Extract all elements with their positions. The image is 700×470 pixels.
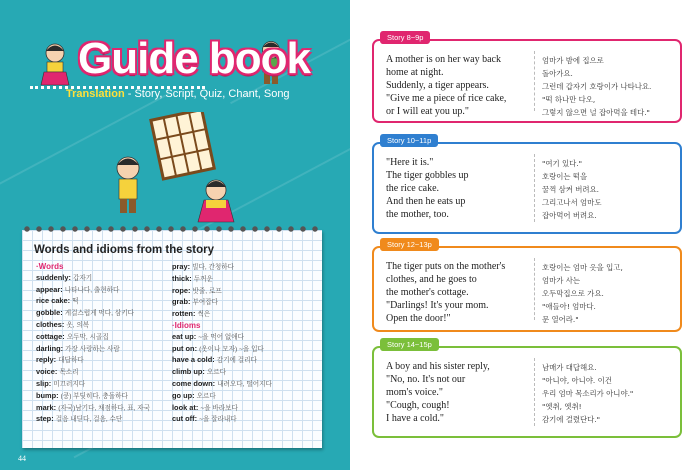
idiom-item: eat up: ~을 먹어 없애다 (172, 331, 245, 341)
word-item: rotten: 썩은 (172, 309, 211, 319)
word-item: slip: 미끄러지다 (36, 378, 86, 388)
story-korean-text: 남매가 대답해요. "아니야, 아니야. 이건 우리 엄마 목소리가 아니야." "엣취, 엣취! 감기에 걸렸단다." (542, 363, 634, 424)
story-english-text: The tiger puts on the mother's clothes, and he goes to the mother's cottage. "Darlings! It's your mom. Open the door!" (386, 261, 506, 324)
subtitle (66, 88, 290, 100)
word-item: grab: 부여잡다 (172, 297, 219, 307)
word-item: clothes: 옷, 의복 (36, 319, 90, 329)
story-tag: Story 12~13p (380, 238, 439, 251)
word-item: darling: 가장 사랑하는 사람 (36, 343, 120, 353)
story-box-3 (372, 240, 682, 332)
story-korean-text: "여기 있다." 호랑이는 떡을 꿀꺽 삼켜 버려요. 그리고나서 엄마도 잡아먹어 버려요. (542, 159, 602, 220)
story-box-4 (372, 340, 682, 438)
story-box-1 (372, 33, 682, 123)
word-item: rice cake: 떡 (36, 296, 79, 306)
word-item: pray: 빌다, 간청하다 (172, 262, 235, 271)
notebook-spiral (22, 222, 322, 236)
idiom-item: look at: ~을 바라보다 (172, 402, 238, 412)
word-item: appear: 나타나다, 출현하다 (36, 284, 120, 294)
idiom-item: put on: (옷이나 모자) ~을 입다 (172, 343, 264, 353)
words-column-right (172, 262, 272, 426)
page-title: Guide book (78, 34, 310, 83)
word-item: gobble: 게걸스럽게 먹다, 삼키다 (36, 308, 134, 318)
word-item: mark: (자국)남기다, 채점하다, 표, 자국 (36, 402, 151, 412)
story-english-text: A boy and his sister reply, "No, no. It's not our mom's voice." "Cough, cough! I have a cold." (386, 361, 490, 424)
word-item: thick: 두꺼운 (172, 273, 213, 283)
idiom-item: go up: 오르다 (172, 390, 216, 400)
subtitle-rest: - Story, Script, Quiz, Chant, Song (124, 88, 290, 100)
story-korean-text: 엄마가 밤에 집으로 돌아가요. 그런데 갑자기 호랑이가 나타나요. "떡 하나만 다오, 그렇지 않으면 널 잡아먹을 테다." (542, 56, 652, 117)
subtitle-highlight: Translation (66, 88, 125, 100)
story-tag: Story 8~9p (380, 31, 430, 44)
word-item: voice: 목소리 (36, 367, 79, 377)
idiom-item: have a cold: 감기에 걸리다 (172, 355, 257, 365)
idioms-heading: ·Idioms (172, 320, 201, 330)
word-item: reply: 대답하다 (36, 355, 84, 365)
idiom-item: climb up: 오르다 (172, 367, 227, 377)
words-heading: ·Words (36, 262, 64, 271)
page-number: 44 (18, 454, 26, 463)
word-item: cottage: 오두막, 시골집 (36, 331, 109, 341)
words-column-left (36, 262, 150, 426)
story-tag: Story 14~15p (380, 338, 439, 351)
story-english-text: "Here it is." The tiger gobbles up the rice cake. And then he eats up the mother, too. (386, 157, 469, 220)
word-item: suddenly: 갑자기 (36, 272, 93, 282)
idiom-item: cut off: ~을 잘라내다 (172, 414, 237, 424)
word-item: bump: (쿵) 부딪히다, 충돌하다 (36, 390, 128, 400)
notebook-title: Words and idioms from the story (34, 244, 214, 256)
story-tag: Story 10~11p (380, 134, 438, 147)
girl-illustration (38, 42, 72, 86)
word-item: rope: 밧줄, 로프 (172, 285, 222, 295)
word-item: step: 걸음 내딛다, 걸음, 수단 (36, 414, 123, 424)
idiom-item: come down: 내려오다, 떨어지다 (172, 378, 272, 388)
tiger-scene-illustration (100, 112, 250, 224)
story-box-2 (372, 136, 682, 234)
story-english-text: A mother is on her way back home at night. Suddenly, a tiger appears. "Give me a piece of rice cake, or I will eat you up." (386, 54, 507, 117)
story-korean-text: 호랑이는 엄마 옷을 입고, 엄마가 사는 오두막집으로 가요. "애들아! 엄마다. 문 열어라." (542, 263, 623, 324)
